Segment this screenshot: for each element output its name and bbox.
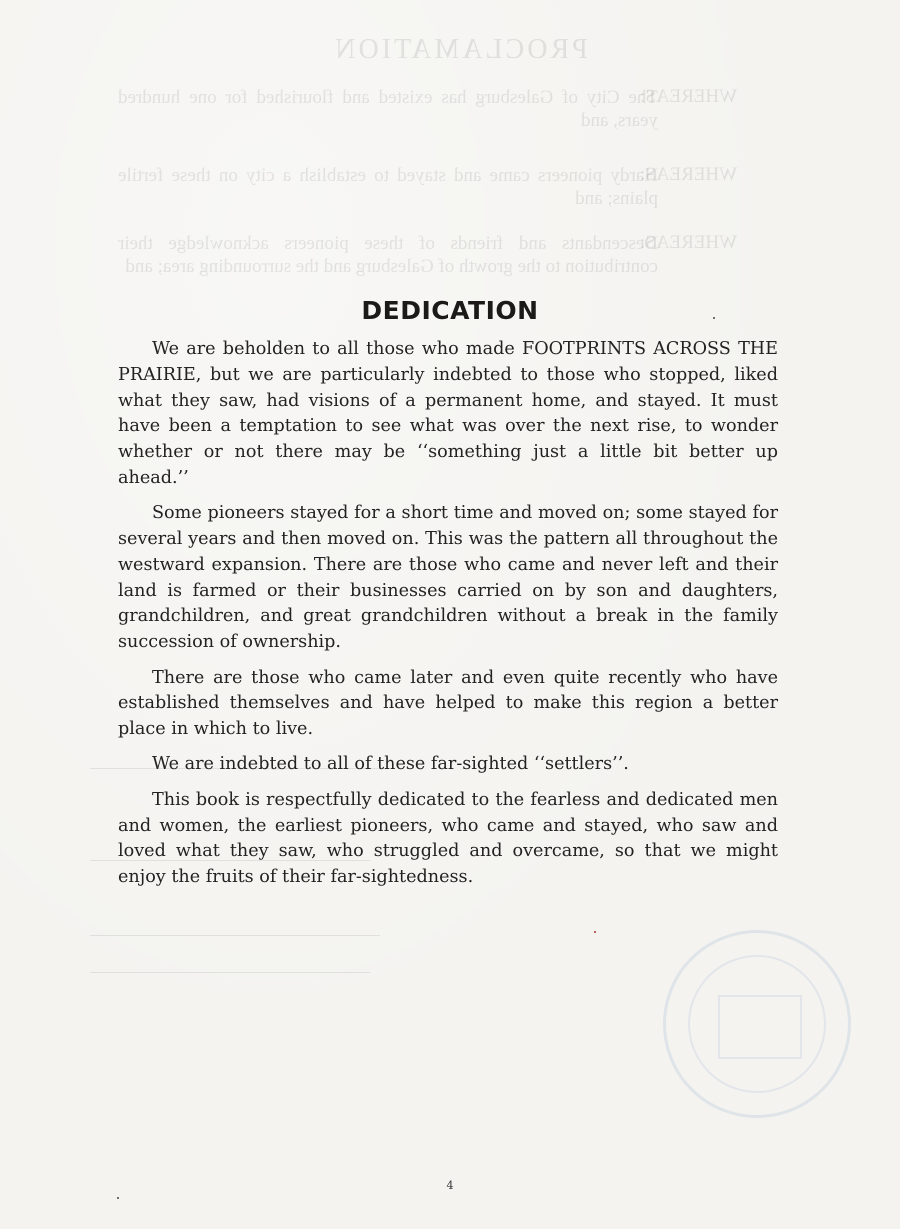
paragraph: We are beholden to all those who made FOOTPRINTS ACROSS THE PRAIRIE, but we are particularly indebted to those who stopped, liked what they saw, had visions of a permanent home, and stayed. It must have been a temptation to see what was over the next rise, to wonder whether or not there may be ‘‘something just a little bit better up ahead.’’ (118, 339, 778, 488)
paragraph: This book is respectfully dedicated to the fearless and dedicated men and women, the earliest pioneers, who came and stayed, who saw and loved what they saw, who struggled and overcame, so that we might enjoy the fruits of their far-sightedness. (118, 789, 778, 888)
paper-speck (594, 931, 596, 933)
paragraph: We are indebted to all of these far-sighted ‘‘settlers’’. (152, 754, 629, 775)
bleed-title: PROCLAMATION (332, 34, 588, 65)
page-number: 4 (446, 1179, 454, 1192)
dedication-body (118, 337, 778, 900)
city-seal-bleed-icon (663, 930, 851, 1118)
bleed-label: WHEREAS: (640, 164, 738, 185)
bleed-signature-line (90, 972, 370, 973)
bleed-label: WHEREAS: (640, 86, 738, 107)
paragraph: Some pioneers stayed for a short time and moved on; some stayed for several years and then moved on. This was the pattern all throughout the westward expansion. There are those who came and never left and their land is farmed or their businesses carried on by son and daughters, grandchildren, and great grandchildren without a break in the family succession of ownership. (118, 503, 778, 653)
page-title: DEDICATION (361, 296, 539, 325)
bleed-clause: The City of Galesburg has existed and flourished for one hundred years, and (118, 87, 658, 131)
bleed-clause: Hardy pioneers came and stayed to establish a city on these fertile plains; and (118, 165, 658, 209)
bleed-clause: Descendants and friends of these pioneers acknowledge their contribution to the growth of Galesburg and the surrounding area; and (118, 233, 658, 277)
paper-speck (117, 1197, 119, 1199)
bleed-signature-line (90, 935, 380, 936)
paper-speck (713, 317, 715, 319)
paragraph: There are those who came later and even quite recently who have established themselves and have helped to make this region a better place in which to live. (118, 667, 778, 740)
bleed-label: WHEREAS: (640, 232, 738, 253)
